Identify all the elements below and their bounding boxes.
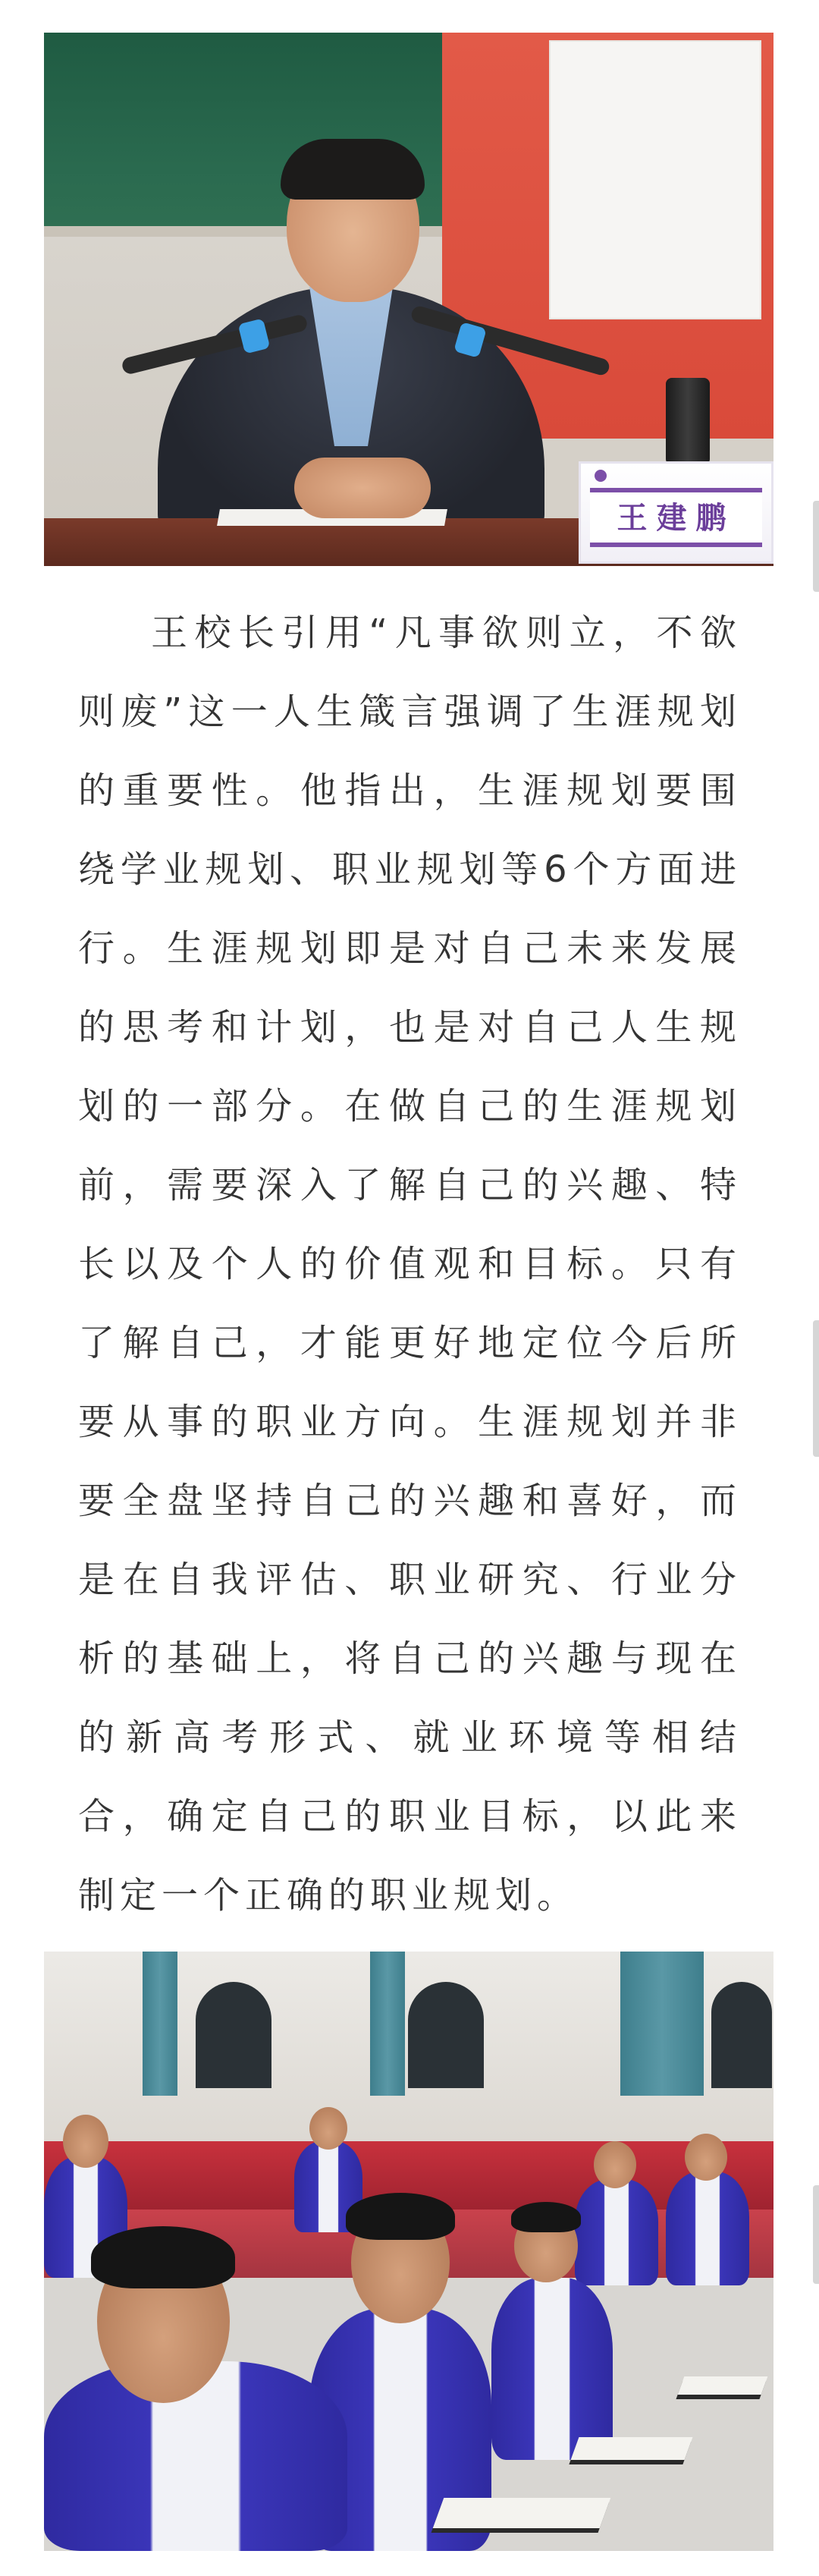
scrollbar-indicator[interactable]	[813, 1320, 819, 1457]
student-head	[594, 2141, 636, 2188]
photo-speaker-at-podium	[44, 33, 774, 566]
arched-window	[408, 1982, 484, 2088]
curtain	[620, 1952, 704, 2096]
nameplate	[579, 461, 774, 564]
notebook	[433, 2498, 611, 2528]
student	[491, 2278, 613, 2460]
arched-window	[711, 1982, 772, 2088]
student	[575, 2179, 658, 2285]
scrollbar-indicator[interactable]	[813, 2185, 819, 2284]
speaker-hands	[294, 458, 431, 518]
notebook	[571, 2437, 693, 2460]
speaker-hair	[281, 139, 425, 200]
student-head	[63, 2115, 108, 2168]
photo-students-writing	[44, 1952, 774, 2551]
school-logo-icon	[595, 470, 607, 482]
student-hair	[511, 2202, 581, 2232]
nameplate-name: 王建鹏	[617, 500, 736, 536]
student-hair	[91, 2226, 235, 2288]
arched-window	[196, 1982, 271, 2088]
thermos-cup	[666, 378, 710, 465]
article-body	[78, 593, 742, 1935]
student-head	[685, 2134, 727, 2181]
projection-screen	[549, 40, 761, 319]
student-head	[309, 2107, 347, 2150]
notebook	[678, 2376, 768, 2395]
student-hair	[346, 2193, 455, 2240]
scrollbar-indicator[interactable]	[813, 501, 819, 592]
student	[666, 2172, 749, 2285]
curtain	[143, 1952, 177, 2096]
article-paragraph: 王校长引用“凡事欲则立，不欲则废”这一人生箴言强调了生涯规划的重要性。他指出，生涯规划要围绕学业规划、职业规划等6个方面进行。生涯规划即是对自己未来发展的思考和计划，也是对自己人生规划的一部分。在做自己的生涯规划前，需要深入了解自己的兴趣、特长以及个人的价值观和目标。只有了解自己，才能更好地定位今后所要从事的职业方向。生涯规划并非要全盘坚持自己的兴趣和喜好，而是在自我评估、职业研究、行业分析的基础上，将自己的兴趣与现在的新高考形式、就业环境等相结合，确定自己的职业目标，以此来制定一个正确的职业规划。	[78, 612, 742, 1917]
curtain	[370, 1952, 405, 2096]
